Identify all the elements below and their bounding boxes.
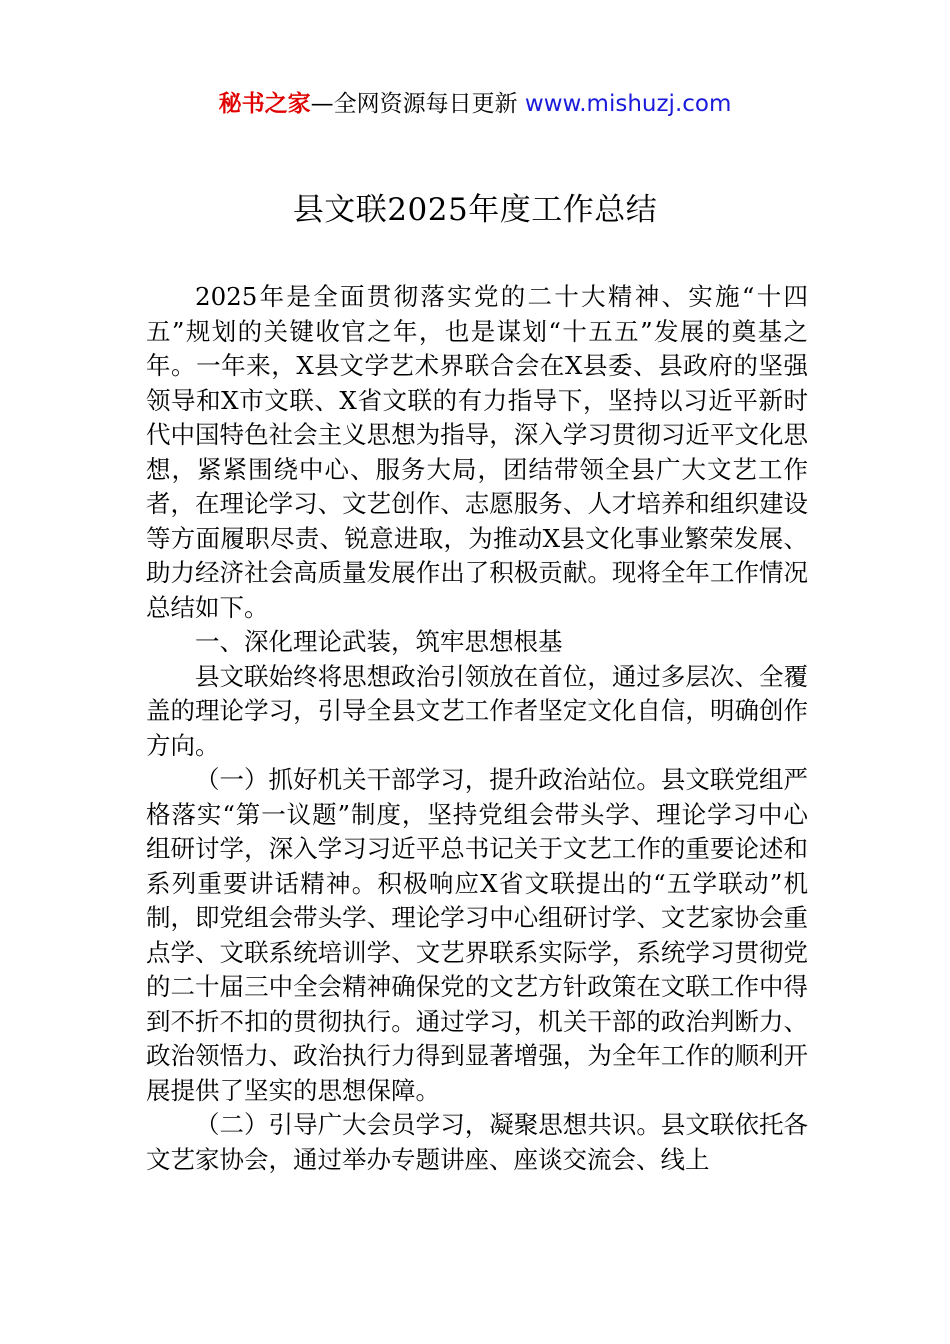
brand-name: 秘书之家 bbox=[218, 91, 311, 117]
section-heading: 一、深化理论武装，筑牢思想根基 bbox=[195, 627, 563, 656]
site-url-link[interactable]: www.mishuzj.com bbox=[524, 91, 732, 117]
header-tagline: —全网资源每日更新 bbox=[310, 91, 525, 117]
site-header bbox=[0, 88, 950, 120]
section-item-paragraph: （一）抓好机关干部学习，提升政治站位。县文联党组严格落实“第一议题”制度，坚持党组会带头学、理论学习中心组研讨学，深入学习习近平总书记关于文艺工作的重要论述和系列重要讲话精神。积极响应X省文联提出的“五学联动”机制，即党组会带头学、理论学习中心组研讨学、文艺家协会重点学、文联系统培训学、文艺界联系实际学，系统学习贯彻党的二十届三中全会精神确保党的文艺方针政策在文联工作中得到不折不扣的贯彻执行。通过学习，机关干部的政治判断力、政治领悟力、政治执行力得到显著增强，为全年工作的顺利开展提供了坚实的思想保障。 bbox=[146, 765, 808, 1105]
document-title: 县文联2025年度工作总结 bbox=[292, 192, 658, 228]
section-intro-paragraph: 县文联始终将思想政治引领放在首位，通过多层次、全覆盖的理论学习，引导全县文艺工作者坚定文化自信，明确创作方向。 bbox=[146, 661, 808, 760]
document-body bbox=[146, 280, 808, 1177]
intro-paragraph: 2025年是全面贯彻落实党的二十大精神、实施“十四五”规划的关键收官之年，也是谋划“十五五”发展的奠基之年。一年来，X县文学艺术界联合会在X县委、县政府的坚强领导和X市文联、X省文联的有力指导下，坚持以习近平新时代中国特色社会主义思想为指导，深入学习贯彻习近平文化思想，紧紧围绕中心、服务大局，团结带领全县广大文艺工作者，在理论学习、文艺创作、志愿服务、人才培养和组织建设等方面履职尽责、锐意进取，为推动X县文化事业繁荣发展、助力经济社会高质量发展作出了积极贡献。现将全年工作情况总结如下。 bbox=[146, 282, 808, 622]
section-item-paragraph: （二）引导广大会员学习，凝聚思想共识。县文联依托各文艺家协会，通过举办专题讲座、座谈交流会、线上 bbox=[146, 1110, 808, 1174]
